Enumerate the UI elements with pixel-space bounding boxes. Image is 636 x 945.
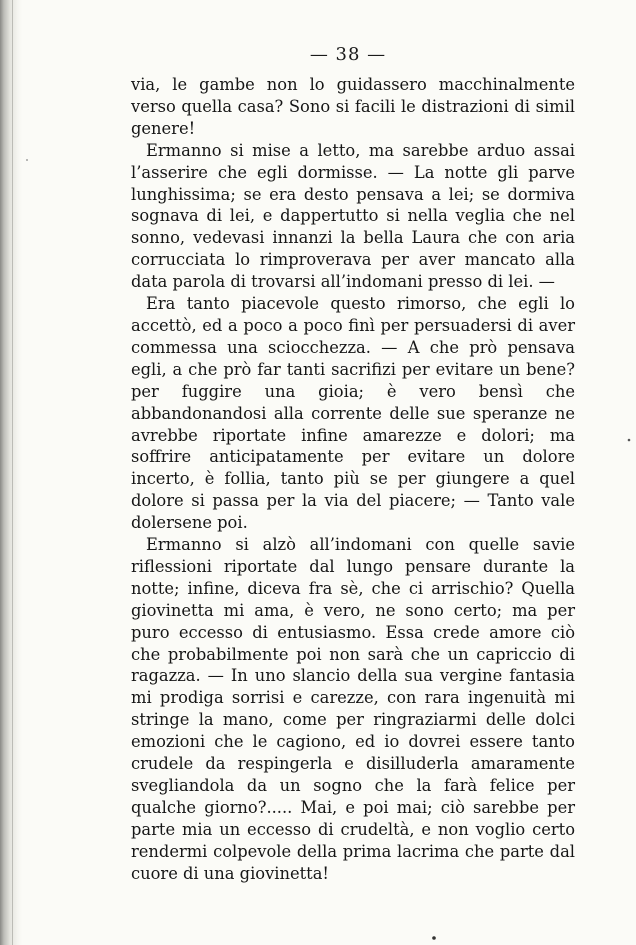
ink-speck-left — [26, 159, 28, 161]
page-number: — 38 — — [309, 44, 387, 65]
paragraph-1: via, le gambe non lo guidassero macchinalmente verso quella casa? Sono si facili le distrazioni di simil genere! — [131, 75, 575, 138]
ink-speck-right — [628, 439, 631, 442]
paragraph-3: Era tanto piacevole questo rimorso, che egli lo accettò, ed a poco a poco finì per persuadersi di aver commessa una sciocchezza. — A che prò pensava egli, a che prò far tanti sacrifizi per evitare un bene? per fuggire una gioia; è vero bensì che abbandonandosi alla corrente delle sue speranze ne avrebbe riportate infine amarezze e dolori; ma soffrire anticipatamente per evitare un dolore incerto, è follia, tanto più se per giungere a quel dolore si passa per la via del piacere; — Tanto vale dolersene poi. — [131, 294, 575, 533]
paragraph-2: Ermanno si mise a letto, ma sarebbe arduo assai l’asserire che egli dormisse. — La notte gli parve lunghissima; se era desto pensava a lei; se dormiva sognava di lei, e dappertutto si nella veglia che nel sonno, vedevasi innanzi la bella Laura che con aria corrucciata lo rimproverava per aver mancato alla data parola di trovarsi all’indomani presso di lei. — — [131, 140, 575, 292]
paragraph-4: Ermanno si alzò all’indomani con quelle savie riflessioni riportate dal lungo pensare durante la notte; infine, diceva fra sè, che ci arrischio? Quella giovinetta mi ama, è vero, ne sono certo; ma per puro eccesso di entusiasmo. Essa crede amore ciò che probabilmente poi non sarà che un capriccio di ragazza. — In uno slancio della sua vergine fantasia mi prodiga sorrisi e carezze, con rara ingenuità mi stringe la mano, come per ringraziarmi delle dolci emozioni che le cagiono, ed io dovrei essere tanto crudele da respingerla e disilluderla amaramente svegliandola da un sogno che la farà felice per qualche giorno?..... Mai, e poi mai; ciò sarebbe per parte mia un eccesso di crudeltà, e non voglio certo rendermi colpevole della prima lacrima che parte dal cuore di una giovinetta! — [131, 535, 575, 883]
body-text — [131, 74, 575, 885]
ink-speck-bottom — [432, 936, 436, 940]
page-gutter-shadow — [0, 0, 22, 945]
gutter-fold-line — [12, 0, 13, 945]
